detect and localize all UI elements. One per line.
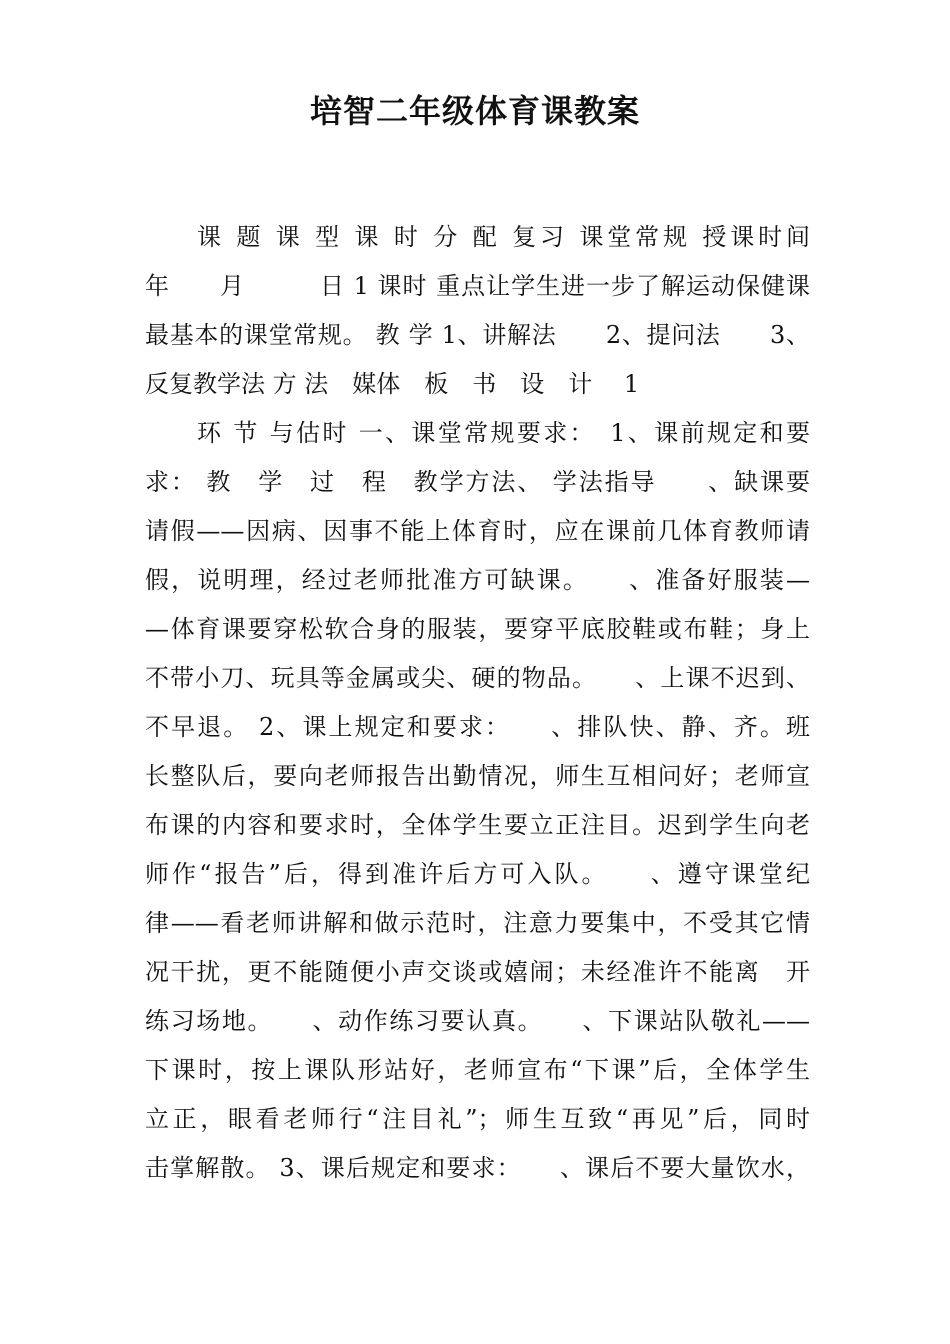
text-line: 求： 教 学 过 程 教学方法、 学法指导 、缺课要 xyxy=(145,468,810,496)
text-line: —体育课要穿松软合身的服装，要穿平底胶鞋或布鞋；身上 xyxy=(145,615,810,643)
text-line: 长整队后，要向老师报告出勤情况，师生互相问好；老师宣 xyxy=(145,762,810,790)
text-line: 反复教学法 方 法 媒体 板 书 设 计 1 xyxy=(145,370,640,398)
text-line: 不早退。 2、课上规定和要求： 、排队快、静、齐。班 xyxy=(145,713,810,741)
text-line: 年 月 日 1 课时 重点让学生进一步了解运动保健课 xyxy=(145,272,810,300)
text-line: 下课时，按上课队形站好，老师宣布“下课”后，全体学生 xyxy=(145,1056,810,1084)
text-line: 请假——因病、因事不能上体育时，应在课前几体育教师请 xyxy=(145,517,810,545)
text-line: 课 题 课 型 课 时 分 配 复习 课堂常规 授课时间 xyxy=(197,223,810,251)
text-line: 布课的内容和要求时，全体学生要立正注目。迟到学生向老 xyxy=(145,811,810,839)
text-line: 况干扰，更不能随便小声交谈或嬉闹；未经准许不能离 开 xyxy=(145,958,810,986)
text-line: 立正，眼看老师行“注目礼”；师生互致“再见”后，同时 xyxy=(145,1105,810,1133)
text-line: 师作“报告”后，得到准许后方可入队。 、遵守课堂纪 xyxy=(145,860,810,888)
text-line: 律——看老师讲解和做示范时，注意力要集中，不受其它情 xyxy=(145,909,810,937)
text-line: 击掌解散。 3、课后规定和要求： 、课后不要大量饮水， xyxy=(145,1154,810,1182)
text-line: 环 节 与估时 一、课堂常规要求： 1、课前规定和要 xyxy=(197,419,810,447)
text-line: 最基本的课堂常规。 教 学 1、讲解法 2、提问法 3、 xyxy=(145,321,810,349)
document-title: 培智二年级体育课教案 xyxy=(309,92,640,130)
text-line: 不带小刀、玩具等金属或尖、硬的物品。 、上课不迟到、 xyxy=(145,664,810,692)
text-line: 假，说明理，经过老师批准方可缺课。 、准备好服装— xyxy=(145,566,810,594)
document-body xyxy=(145,213,810,1193)
text-line: 练习场地。 、动作练习要认真。 、下课站队敬礼—— xyxy=(145,1007,810,1035)
